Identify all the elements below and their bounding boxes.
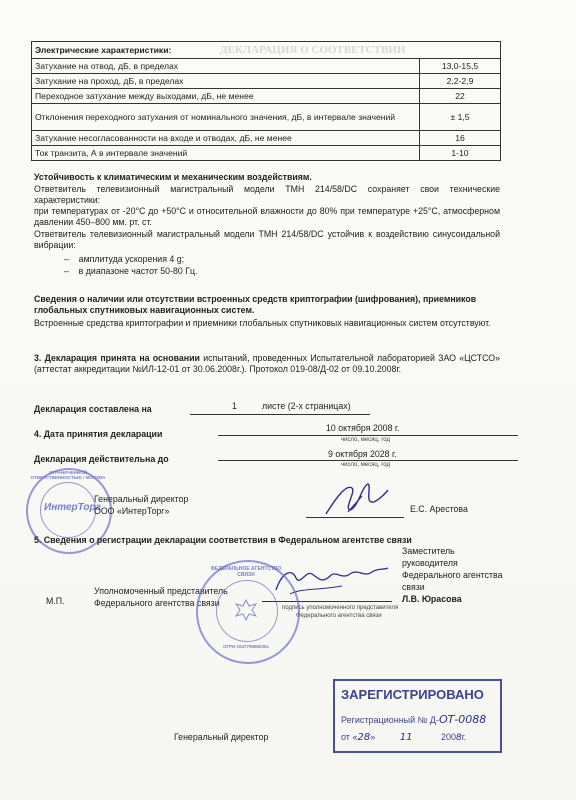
date-accepted-value: 10 октября 2008 г. xyxy=(326,423,400,433)
company-stamp-text: ИнтерТорг xyxy=(44,502,101,513)
climate-paragraph-2: при температурах от -20°С до +50°С и относительной влажности до 80% при температуре +25°С, атмосферном давлении 450–800 мм. рт. ст. xyxy=(34,206,500,227)
director-org: ООО «ИнтерТорг» xyxy=(94,506,170,516)
row-value: 13,0-15,5 xyxy=(420,59,501,74)
registration-year-prefix: 200 xyxy=(440,732,457,742)
valid-until-label: Декларация действительна до xyxy=(34,454,169,464)
registration-date-row xyxy=(341,732,466,743)
crypto-heading: Сведения о наличии или отсутствии встроенных средств криптографии (шифрования), приемников глобальных спутниковых навигационных систем. xyxy=(34,294,477,315)
registration-number: ОТ-0088 xyxy=(438,713,487,726)
row-label: Затухание на проход, дБ, в пределах xyxy=(32,74,420,89)
table-header-row xyxy=(32,42,501,59)
composed-count: 1 xyxy=(232,401,237,411)
climate-heading: Устойчивость к климатическим и механическим воздействиям. xyxy=(34,172,312,182)
bullet-item xyxy=(64,266,197,277)
authorized-line-1: Уполномоченный представитель xyxy=(94,586,228,596)
row-value: 16 xyxy=(420,131,501,146)
table-row xyxy=(32,104,501,131)
registration-year-suffix: 8 xyxy=(456,733,462,743)
director-name: Е.С. Арестова xyxy=(410,504,468,514)
climate-paragraph-1: Ответвитель телевизионный магистральный модели ТМН 214/58/DC сохраняет свои технические характеристики: xyxy=(34,184,500,205)
row-label: Переходное затухание между выходами, дБ, не менее xyxy=(32,89,420,104)
bleed-through-heading: ДЕКЛАРАЦИЯ О СООТВЕТСТВИИ xyxy=(220,44,406,56)
table-header: Электрические характеристики: xyxy=(32,42,501,59)
registration-quote-close: » xyxy=(370,732,376,742)
bullet-dash: – xyxy=(64,254,79,264)
registration-day: 28 xyxy=(357,732,371,743)
crypto-body: Встроенные средства криптографии и приемники глобальных спутниковых навигационных систем отсутствуют. xyxy=(34,318,491,328)
registration-from: от xyxy=(341,732,350,742)
registration-quote-open: « xyxy=(352,732,358,742)
section-3-rest: испытаний, проведенных Испытательной лабораторией ЗАО «ЦСТСО» (аттестат аккредитации №ИЛ-12-01 от 30.06.2008г.). Протокол 019-08/Д-02 от 09.10.2008г. xyxy=(34,353,500,374)
section-5-heading: 5. Сведения о регистрации декларации соответствия в Федеральном агентстве связи xyxy=(34,535,412,545)
composed-label: Декларация составлена на xyxy=(34,404,152,414)
authorized-caption-1: подпись уполномоченного представителя xyxy=(282,605,399,611)
registration-title: ЗАРЕГИСТРИРОВАНО xyxy=(341,687,484,702)
bullet-text: амплитуда ускорения 4 g; xyxy=(78,254,185,264)
valid-until-value: 9 октября 2028 г. xyxy=(328,449,397,459)
row-label: Отклонения переходного затухания от номинального значения, дБ, в интервале значений xyxy=(32,104,420,131)
section-3-text xyxy=(34,353,500,375)
registration-number-row xyxy=(341,713,486,726)
table-row xyxy=(32,74,501,89)
row-label: Затухание на отвод, дБ, в пределах xyxy=(32,59,420,74)
deputy-line-4: связи xyxy=(402,582,425,592)
deputy-line-2: руководителя xyxy=(402,558,458,568)
bullet-item xyxy=(64,254,184,265)
row-value: ± 1,5 xyxy=(420,104,501,131)
date-accepted-label: 4. Дата принятия декларации xyxy=(34,429,163,439)
federal-agency-stamp-id: ОГРН 1047796560351 xyxy=(222,644,270,649)
section-3-lead: 3. Декларация принята на основании xyxy=(34,353,200,363)
electrical-characteristics-table xyxy=(31,41,501,161)
deputy-line-1: Заместитель xyxy=(402,546,455,556)
date-accepted-underline xyxy=(218,435,518,436)
authorized-line-2: Федерального агентства связи xyxy=(94,598,220,608)
valid-until-caption: число, месяц, год xyxy=(341,462,390,468)
composed-underline xyxy=(190,414,370,415)
date-accepted-caption: число, месяц, год xyxy=(341,437,390,443)
row-value: 2,2-2,9 xyxy=(420,74,501,89)
composed-rest: листе (2-х страницах) xyxy=(262,401,351,411)
registration-label: Регистрационный № Д- xyxy=(341,715,439,725)
row-value: 1-10 xyxy=(420,146,501,161)
authorized-caption-2: Федерального агентства связи xyxy=(296,613,382,619)
deputy-name: Л.В. Юрасова xyxy=(402,594,462,604)
row-label: Ток транзита, А в интервале значений xyxy=(32,146,420,161)
row-label: Затухание несогласованности на входе и отводах, дБ, не менее xyxy=(32,131,420,146)
bullet-dash: – xyxy=(64,266,79,276)
footer-director-title: Генеральный директор xyxy=(174,732,269,742)
table-row xyxy=(32,89,501,104)
director-title: Генеральный директор xyxy=(94,494,189,504)
climate-paragraph-3: Ответвитель телевизионный магистральный модели ТМН 214/58/DC устойчив к воздействию синусоидальной вибрации: xyxy=(34,229,500,250)
registration-stamp xyxy=(333,679,502,753)
seal-place-label: М.П. xyxy=(46,596,65,606)
valid-until-underline xyxy=(218,460,518,461)
federal-agency-stamp-ring: ФЕДЕРАЛЬНОЕ АГЕНТСТВО СВЯЗИ xyxy=(210,566,282,578)
registration-year-unit: г. xyxy=(461,732,467,742)
row-value: 22 xyxy=(420,89,501,104)
table-row xyxy=(32,146,501,161)
registration-month: 11 xyxy=(399,732,413,743)
eagle-emblem-icon xyxy=(232,596,260,624)
table-row xyxy=(32,59,501,74)
director-signature xyxy=(322,478,392,520)
deputy-line-3: Федерального агентства xyxy=(402,570,503,580)
bullet-text: в диапазоне частот 50-80 Гц. xyxy=(78,266,198,276)
table-row xyxy=(32,131,501,146)
company-stamp-ring: ОГРАНИЧЕННОЙ ОТВЕТСТВЕННОСТЬЮ • МОСКВА xyxy=(30,470,106,480)
